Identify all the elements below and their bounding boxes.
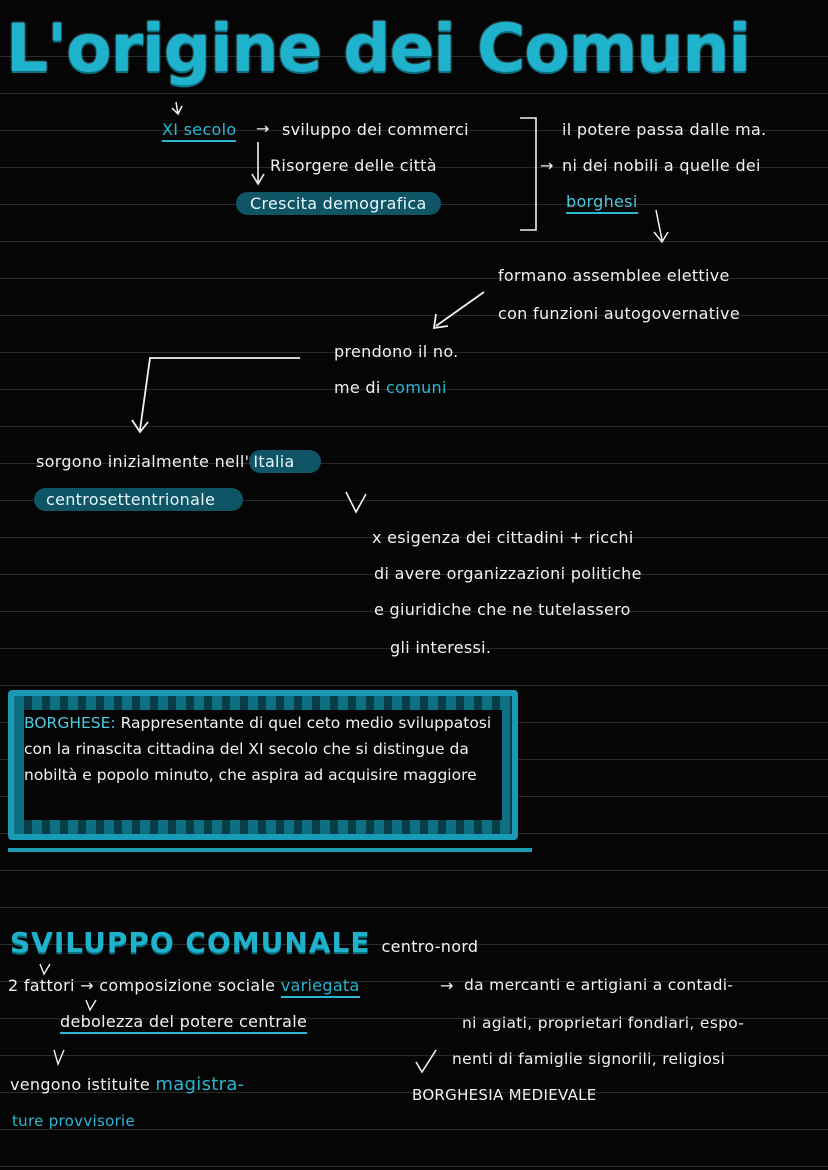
arrow-right-icon: → [440, 976, 454, 995]
arrow-prendono [132, 358, 300, 432]
vengono-line [10, 1074, 244, 1095]
formano-line-2: con funzioni autogovernative [498, 304, 740, 323]
ture-provvisorie: ture provvisorie [12, 1112, 136, 1130]
arrow-fattori [40, 964, 50, 974]
esigenza-line-3: e giuridiche che ne tutelassero [374, 600, 631, 619]
formano-line-1: formano assemblee elettive [498, 266, 730, 285]
page-title: L'origine dei Comuni [6, 10, 751, 87]
potere-line-1: il potere passa dalle ma. [562, 120, 767, 139]
fattori-text: 2 fattori [8, 976, 75, 995]
arrow-right-icon: → [540, 156, 554, 175]
sviluppo-header [10, 926, 478, 959]
definition-text [24, 710, 502, 788]
sorgono-line [36, 452, 321, 471]
debolezza-text: debolezza del potere centrale [60, 1012, 307, 1034]
borghesi-word: borghesi [566, 192, 638, 214]
potere-line-2: ni dei nobili a quelle dei [562, 156, 761, 175]
definition-body: Rappresentante di quel ceto medio sviluppatosi con la rinascita cittadina del XI secolo che si distingue da nobiltà e popolo minuto, che aspira ad acquisire maggiore [24, 714, 492, 784]
arrow-right-icon: → [256, 119, 270, 138]
arrow-debolezza [86, 1000, 96, 1010]
definition-box [8, 690, 518, 840]
arrow-vengono [54, 1050, 64, 1064]
sviluppo-heading: SVILUPPO COMUNALE [10, 926, 371, 959]
arrow-down-borghesi [654, 210, 668, 242]
prendono-line-1: prendono il no. [334, 342, 459, 361]
centrosettentrionale-highlight: centrosettentrionale [34, 488, 243, 511]
esigenza-line-1: x esigenza dei cittadini + ricchi [372, 528, 634, 547]
vengono-text: vengono istituite [10, 1075, 150, 1094]
italia-highlight: Italia [249, 450, 320, 473]
magistra-word: magistra- [155, 1074, 245, 1095]
xi-secolo: XI secolo [162, 120, 236, 142]
mercanti-line-1: da mercanti e artigiani a contadi- [464, 976, 734, 994]
arrow-down-secolo [252, 142, 264, 184]
variegata-word: variegata [281, 976, 360, 998]
arrow-esigenza [346, 492, 366, 512]
esigenza-line-4: gli interessi. [390, 638, 492, 657]
mercanti-line-3: nenti di famiglie signorili, religiosi [452, 1050, 726, 1068]
risorgere-citta: Risorgere delle città [270, 156, 437, 175]
arrow-formano [434, 292, 484, 328]
esigenza-line-2: di avere organizzazioni politiche [374, 564, 642, 583]
sviluppo-commerci: sviluppo dei commerci [282, 120, 469, 139]
arrow-borghesia [416, 1050, 436, 1072]
definition-term: BORGHESE: [24, 714, 116, 732]
borghesia-medievale: BORGHESIA MEDIEVALE [412, 1086, 597, 1104]
fattori-line [8, 976, 360, 995]
prendono-line-2 [334, 378, 447, 397]
bracket-line [520, 118, 536, 230]
comuni-word: comuni [386, 378, 447, 397]
composizione-text: composizione sociale [99, 976, 276, 995]
sorgono-text: sorgono inizialmente nell' [36, 452, 250, 471]
arrow-right-icon: → [80, 976, 94, 995]
definition-content [24, 710, 502, 820]
sviluppo-sub: centro-nord [381, 937, 479, 956]
crescita-demografica: Crescita demografica [236, 192, 441, 215]
arrow-down-title [172, 102, 182, 114]
prendono-me-di: me di [334, 378, 381, 397]
mercanti-line-2: ni agiati, proprietari fondiari, espo- [462, 1014, 745, 1032]
